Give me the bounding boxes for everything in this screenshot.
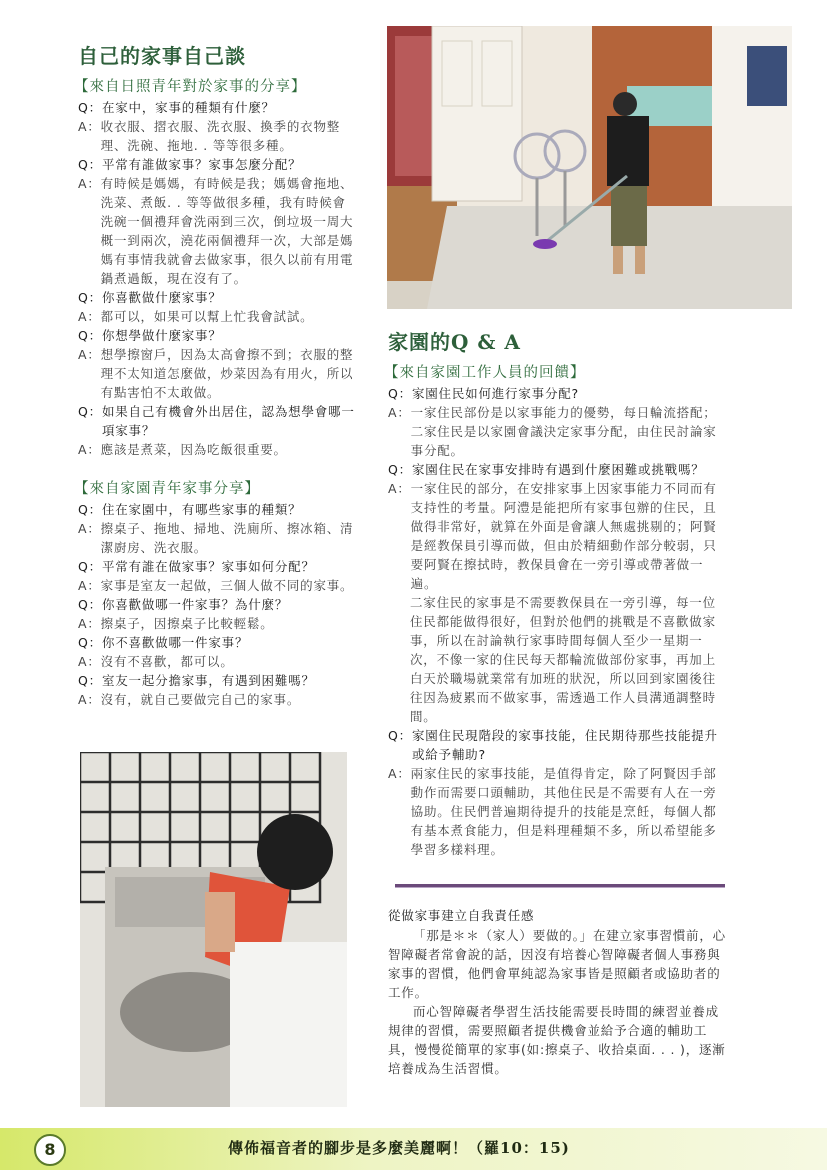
footer-verse: 傳佈福音者的腳步是多麼美麗啊！（羅10：15) [228, 1139, 570, 1157]
question-text: 家園住民如何進行家事分配? [411, 386, 579, 401]
question-row [78, 98, 356, 117]
question-mark: Q： [78, 290, 102, 305]
section1-qa-list [78, 98, 356, 459]
question-row [388, 460, 726, 479]
answer-row [78, 519, 356, 557]
right-column [384, 322, 726, 859]
answer-text: 有時候是媽媽，有時候是我；媽媽會拖地、洗菜、煮飯. . 等等做很多種，我有時候會洗碗一個禮拜會洗兩到三次，倒垃圾一周大概一到兩次，澆花兩個禮拜一次，大部是媽媽有事情我就會去做家事，很久以前有用電鍋煮過飯，現在沒有了。 [100, 176, 354, 286]
section2-qa-list [78, 500, 356, 709]
answer-mark [388, 593, 410, 726]
question-text: 住在家園中，有哪些家事的種類？ [101, 502, 302, 517]
question-row [78, 288, 356, 307]
question-row [78, 326, 356, 345]
answer-mark: A： [78, 176, 101, 191]
mopping-photo-illustration [387, 26, 792, 309]
answer-text: 沒有不喜歡，都可以。 [100, 654, 234, 669]
essay-title: 從做家事建立自我責任感 [388, 908, 535, 923]
question-text: 你喜歡做哪一件家事？為什麼？ [101, 597, 289, 612]
question-row [78, 155, 356, 174]
question-mark: Q： [388, 728, 412, 743]
answer-row [78, 576, 356, 595]
answer-text: 家事是室友一起做，三個人做不同的家事。 [100, 578, 354, 593]
answer-mark: A： [78, 578, 101, 593]
question-text: 你想學做什麼家事？ [101, 328, 222, 343]
answer-row [78, 652, 356, 671]
answer-row [78, 117, 356, 155]
answer-mark: A： [78, 347, 101, 362]
answer-text: 收衣服、摺衣服、洗衣服、換季的衣物整理、洗碗、拖地. . 等等很多種。 [100, 119, 341, 153]
answer-row [78, 307, 356, 326]
answer-row [78, 614, 356, 633]
answer-text: 擦桌子、拖地、掃地、洗廁所、擦冰箱、清潔廚房、洗衣服。 [100, 521, 354, 555]
question-mark: Q： [78, 635, 102, 650]
answer-text: 沒有，就自己要做完自己的家事。 [100, 692, 301, 707]
answer-text: 應該是煮菜，因為吃飯很重要。 [100, 442, 287, 457]
question-text: 在家中，家事的種類有什麼？ [101, 100, 275, 115]
question-mark: Q： [388, 462, 412, 477]
question-mark: Q： [78, 157, 102, 172]
essay-paragraph-2: 而心智障礙者學習生活技能需要長時間的練習並養成規律的習慣，需要照顧者提供機會並給予合適的輔助工具，慢慢從簡單的家事(如:擦桌子、收拾桌面. . . )，逐漸培養成為生活習慣。 [388, 1004, 726, 1076]
question-row [78, 633, 356, 652]
answer-row [78, 174, 356, 288]
section1-heading: 【來自日照青年對於家事的分享】 [74, 79, 307, 95]
question-text: 平常有誰在做家事？家事如何分配？ [101, 559, 315, 574]
answer-text: 一家住民部份是以家事能力的優勢，每日輪流搭配；二家住民是以家園會議決定家事分配，由住民討論家事分配。 [410, 405, 717, 458]
answer-text: 都可以，如果可以幫上忙我會試試。 [100, 309, 314, 324]
section2-heading: 【來自家園青年家事分享】 [74, 481, 260, 497]
right-heading: 【來自家園工作人員的回饋】 [384, 365, 586, 381]
left-column [74, 36, 356, 709]
question-row [78, 557, 356, 576]
right-qa-list [388, 384, 726, 859]
laundry-photo-illustration [80, 752, 347, 1107]
answer-row [78, 345, 356, 402]
question-mark: Q： [78, 597, 102, 612]
left-title: 自己的家事自己談 [78, 44, 246, 68]
question-row [388, 726, 726, 764]
question-mark: Q： [78, 404, 102, 419]
answer-mark: A： [388, 766, 411, 781]
answer-text: 兩家住民的家事技能，是值得肯定，除了阿賢因手部動作而需要口頭輔助，其他住民是不需要有人在一旁協助。住民們普遍期待提升的技能是烹飪，每個人都有基本煮食能力，但是料理種類不多，所以希望能多學習多樣料理。 [410, 766, 717, 857]
answer-row [388, 403, 726, 460]
answer-mark: A： [78, 654, 101, 669]
question-mark: Q： [78, 100, 102, 115]
question-mark: Q： [78, 502, 102, 517]
answer-text: 二家住民的家事是不需要教保員在一旁引導，每一位住民都能做得很好，但對於他們的挑戰是不喜歡做家事，所以在討論執行家事時間每個人至少一星期一次，不像一家的住民每天都輪流做部份家事，再加上白天於職場就業常有加班的狀況，所以回到家園後往往因為疲累而不做家事，需透過工作人員溝通調整時間。 [410, 595, 716, 724]
question-mark: Q： [388, 386, 412, 401]
question-mark: Q： [78, 328, 102, 343]
answer-mark: A： [78, 692, 101, 707]
mopping-photo [387, 26, 792, 309]
answer-row [78, 440, 356, 459]
page-number: 8 [34, 1134, 66, 1166]
question-mark: Q： [78, 559, 102, 574]
essay-paragraph-1: 「那是＊＊（家人）要做的。」在建立家事習慣前，心智障礙者常會說的話，因沒有培養心智障礙者個人事務與家事的習慣，他們會單純認為家事皆是照顧者或協助者的工作。 [388, 928, 726, 1000]
question-mark: Q： [78, 673, 102, 688]
answer-mark: A： [388, 481, 411, 496]
answer-row [388, 479, 726, 593]
question-text: 室友一起分擔家事，有遇到困難嗎？ [101, 673, 315, 688]
essay-section [388, 906, 726, 1078]
answer-text: 擦桌子，因擦桌子比較輕鬆。 [100, 616, 274, 631]
question-text: 平常有誰做家事？家事怎麼分配？ [101, 157, 302, 172]
laundry-photo [80, 752, 347, 1107]
question-row [78, 402, 356, 440]
answer-text: 想學擦窗戶，因為太高會擦不到；衣服的整理不太知道怎麼做，炒菜因為有用火，所以有點害怕不太敢做。 [100, 347, 354, 400]
question-text: 家園住民在家事安排時有遇到什麼困難或挑戰嗎？ [411, 462, 705, 477]
question-row [78, 595, 356, 614]
divider-line [395, 884, 725, 888]
answer-mark: A： [78, 119, 101, 134]
question-row [78, 500, 356, 519]
answer-row [388, 593, 726, 726]
answer-mark: A： [78, 442, 101, 457]
question-text: 如果自己有機會外出居住，認為想學會哪一項家事？ [101, 404, 355, 438]
answer-mark: A： [78, 521, 101, 536]
answer-row [78, 690, 356, 709]
answer-row [388, 764, 726, 859]
question-text: 家園住民現階段的家事技能，住民期待那些技能提升或給予輔助? [411, 728, 718, 762]
answer-text: 一家住民的部分，在安排家事上因家事能力不同而有支持性的考量。阿澧是能把所有家事包辦的住民，且做得非常好，就算在外面是會讓人無處挑剔的；阿賢是經教保員引導而做，但由於精細動作部分較弱，只要阿賢在擦拭時，教保員會在一旁引導或帶著做一遍。 [410, 481, 717, 591]
answer-mark: A： [388, 405, 411, 420]
question-text: 你不喜歡做哪一件家事？ [101, 635, 249, 650]
question-row [388, 384, 726, 403]
right-title: 家園的Q & A [388, 330, 521, 354]
answer-mark: A： [78, 309, 101, 324]
answer-mark: A： [78, 616, 101, 631]
question-row [78, 671, 356, 690]
question-text: 你喜歡做什麼家事？ [101, 290, 222, 305]
